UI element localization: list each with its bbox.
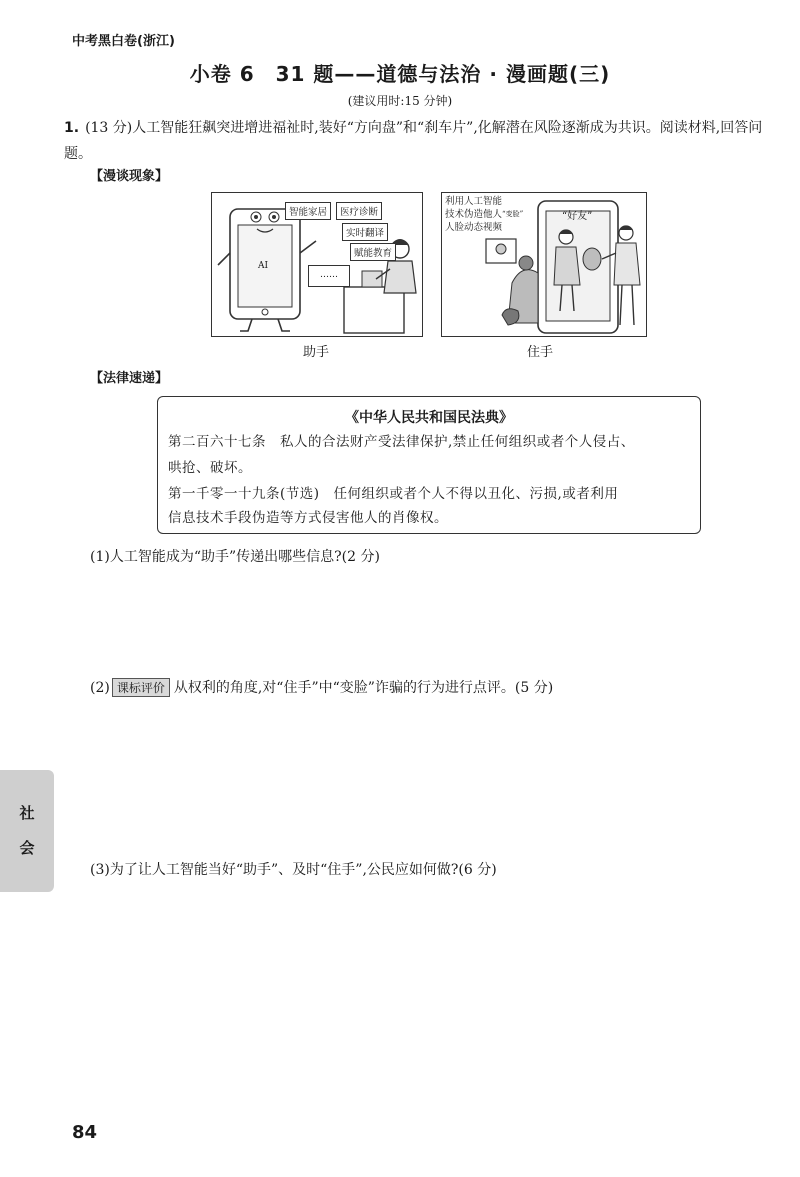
law-article-1019-line1: 第一千零一十九条(节选) 任何组织或者个人不得以丑化、污损,或者利用 <box>168 486 619 502</box>
ai-label: AI <box>258 261 269 271</box>
side-tab-char-1: 社 <box>19 804 35 822</box>
section-heading-law: 【法律速递】 <box>90 371 169 386</box>
side-tab-char-2: 会 <box>19 839 35 857</box>
sub-question-2-number: (2) <box>90 680 110 696</box>
question-number: 1. <box>64 120 80 136</box>
sub-question-1: (1)人工智能成为“助手”传递出哪些信息?(2 分) <box>90 549 380 565</box>
law-title: 《中华人民共和国民法典》 <box>345 410 513 426</box>
section-heading-phenomenon: 【漫谈现象】 <box>90 169 169 184</box>
curriculum-evaluation-tag: 课标评价 <box>112 678 170 697</box>
page-title: 小卷 6 31 题——道德与法治 · 漫画题(三) <box>189 62 611 86</box>
comic-panel-helper <box>211 192 423 337</box>
caption-stop: 住手 <box>526 345 553 360</box>
sub-question-3: (3)为了让人工智能当好“助手”、及时“住手”,公民应如何做?(6 分) <box>90 862 497 878</box>
law-article-267-line2: 哄抢、破坏。 <box>168 460 252 476</box>
page-number: 84 <box>72 1122 98 1143</box>
bubble-realtime-translation: 实时翻译 <box>342 223 388 241</box>
bubble-smart-home: 智能家居 <box>285 202 331 220</box>
caption-helper: 助手 <box>302 345 329 360</box>
face-swap-tag: “变脸” <box>502 210 524 218</box>
sub-question-2 <box>90 677 553 697</box>
law-article-267-line1: 第二百六十七条 私人的合法财产受法律保护,禁止任何组织或者个人侵占、 <box>168 434 635 450</box>
time-note: (建议用时:15 分钟) <box>347 94 453 108</box>
sub-question-2-text: 从权利的角度,对“住手”中“变脸”诈骗的行为进行点评。(5 分) <box>173 680 554 696</box>
question-intro <box>64 115 784 167</box>
fake-friend-label: “好友” <box>562 211 593 222</box>
forgery-note: 利用人工智能技术伪造他人人脸动态视频 <box>445 196 503 233</box>
subject-side-tab <box>0 770 54 892</box>
book-title: 中考黑白卷(浙江) <box>72 34 175 49</box>
bubble-education: 赋能教育 <box>350 243 396 261</box>
bubble-medical-diagnosis: 医疗诊断 <box>336 202 382 220</box>
comic-panel-stop <box>441 192 647 337</box>
question-text: (13 分)人工智能狂飙突进增进福祉时,装好“方向盘”和“刹车片”,化解潜在风险逐渐成为共识。阅读材料,回答问题。 <box>64 120 763 162</box>
presentation-screen: …… <box>308 265 350 287</box>
law-article-1019-line2: 信息技术手段伪造等方式侵害他人的肖像权。 <box>168 510 448 526</box>
law-box <box>157 396 701 534</box>
